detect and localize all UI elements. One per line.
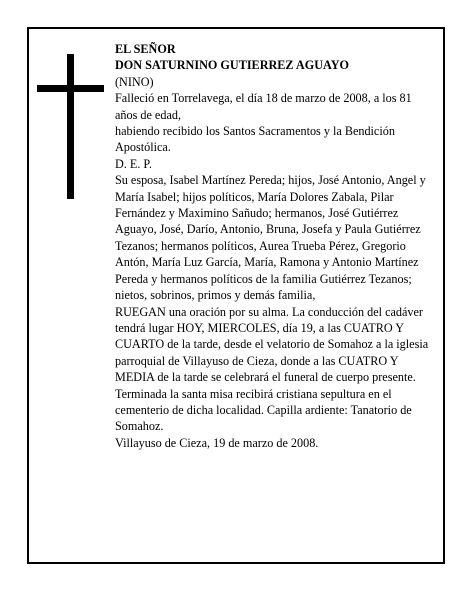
cross-icon-vertical-bar [67, 54, 74, 199]
family-list: Su esposa, Isabel Martínez Pereda; hijos, José Antonio, Angel y María Isabel; hijos políticos, María Dolores Zabala, Pilar Fernández y Maximino Sañudo; hermanos, José Gutiérrez Aguayo, José, Darío, Antonio, Bruna, Josefa y Paula Gutiérrez Tezanos; hermanos políticos, Aurea Trueba Pérez, Gregorio Antón, María Luz García, María, Ramona y Antonio Martínez Pereda y hermanos políticos de la familia Gutiérrez Tezanos; nietos, sobrinos, primos y demás familia, [115, 173, 426, 303]
deceased-nickname: (NINO) [115, 74, 154, 89]
death-notice: Falleció en Torrelavega, el día 18 de marzo de 2008, a los 81 años de edad, [115, 91, 412, 122]
obituary-title: EL SEÑOR [115, 42, 176, 56]
sacraments-notice: habiendo recibido los Santos Sacramentos y la Bendición Apostólica. [115, 124, 395, 155]
place-and-date: Villayuso de Cieza, 19 de marzo de 2008. [115, 435, 319, 450]
obituary-text [115, 41, 437, 451]
dep-abbreviation: D. E. P. [115, 156, 152, 171]
funeral-details: RUEGAN una oración por su alma. La conducción del cadáver tendrá lugar HOY, MIERCOLES, día 19, a las CUATRO Y CUARTO de la tarde, desde el velatorio de Somahoz a la iglesia parroquial de Villayuso de Cieza, donde a las CUATRO Y MEDIA de la tarde se celebrará el funeral de cuerpo presente. Terminada la santa misa recibirá cristiana sepultura en el cementerio de dicha localidad. Capilla ardiente: Tanatorio de Somahoz. [115, 304, 429, 434]
deceased-name: DON SATURNINO GUTIERREZ AGUAYO [115, 58, 349, 73]
cross-icon-horizontal-bar [37, 85, 104, 92]
obituary-frame [27, 27, 445, 564]
